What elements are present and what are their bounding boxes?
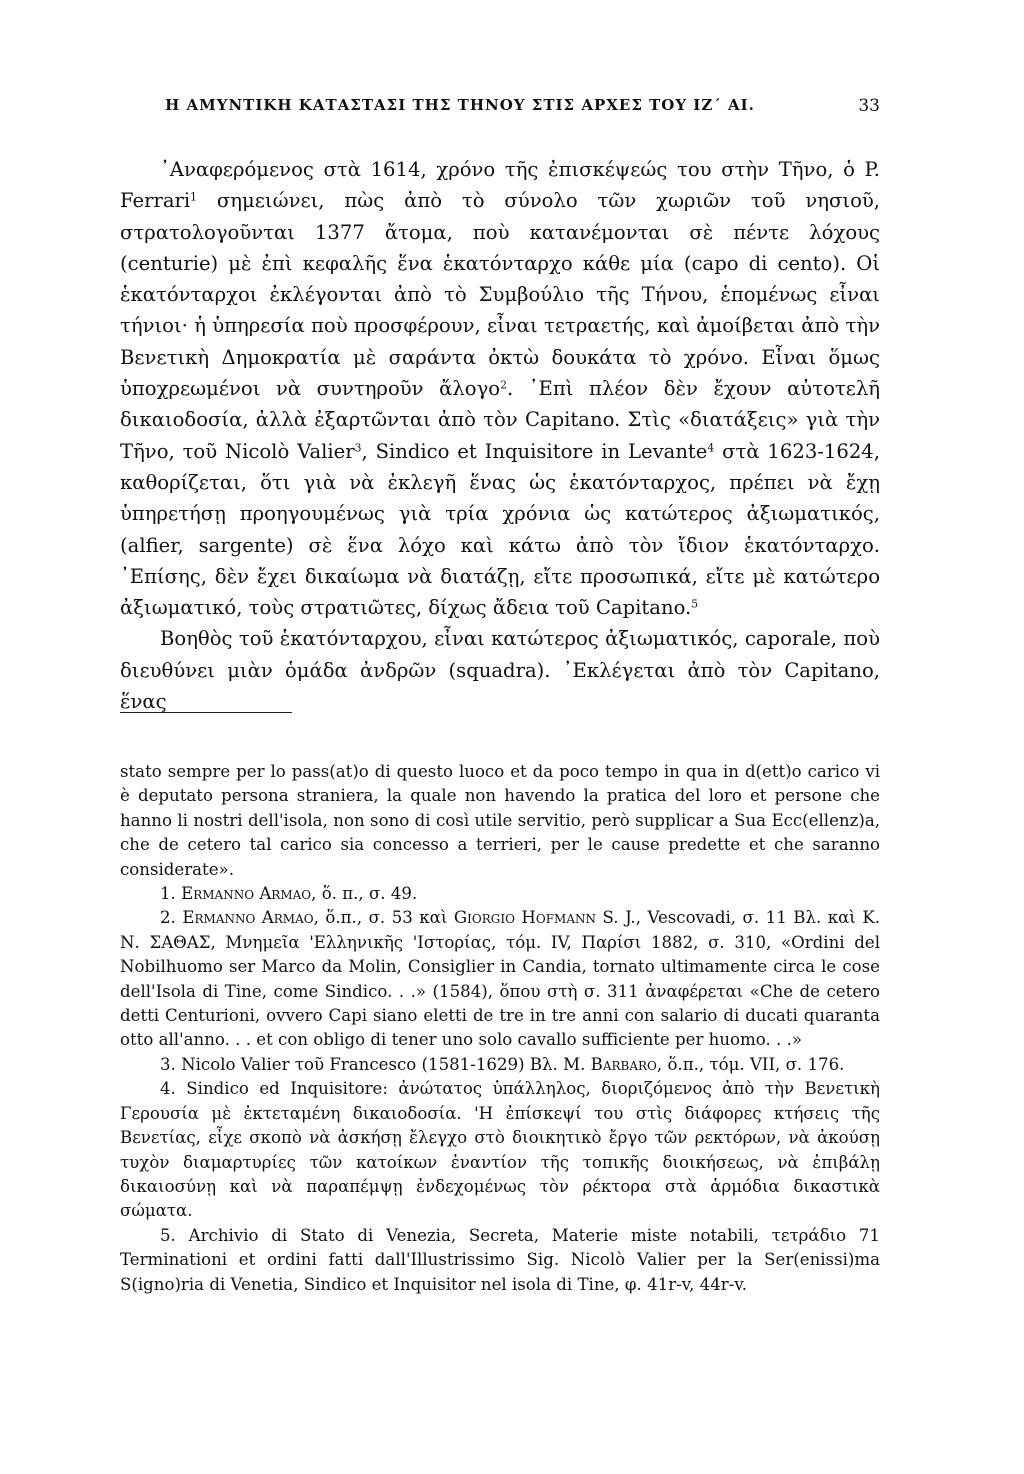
footnote-continuation: stato sempre per lo pass(at)o di questo luoco et da poco tempo in qua in d(ett)o carico vi è deputato persona straniera, la quale non havendo la pratica del loro et persone che hanno li nostri dell'isola, non sono di così utile servitio, però supplicar a Sua Ecc(ellenz)a, che de cetero tal carico sia concesso a terrieri, per le cause predette et che saranno considerate». bbox=[120, 762, 880, 879]
footnote-1 bbox=[120, 882, 880, 906]
footnote-5: 5. Archivio di Stato di Venezia, Secreta, Materie miste notabili, τετράδιο 71 Terminationi et ordini fatti dall'Illustrissimo Sig. Nicolò Valier per la Ser(enissi)ma S(igno)ria di Venetia, Sindico et Inquisitor nel isola di Tine, φ. 41r-v, 44r-v. bbox=[120, 1225, 880, 1294]
author-name: Barbaro bbox=[590, 1054, 657, 1074]
footnote-ref-4: 4 bbox=[707, 441, 715, 455]
footnote-4: 4. Sindico ed Inquisitore: ἀνώτατος ὑπάλληλος, διοριζόμενος ἀπὸ τὴν Βενετικὴ Γερουσία μὲ ἐκτεταμένη δικαιοδοσία. 'Η ἐπίσκεψί του στὶς διάφορες κτήσεις τῆς Βενετίας, εἶχε σκοπὸ νὰ ἀσκήσῃ ἔλεγχο στὸ διοικητικὸ ἔργο τῶν ρεκτόρων, νὰ ἀκούσῃ τυχὸν διαμαρτυρίες τῶν κατοίκων ἐναντίον τῆς τοπικῆς διοικήσεως, νὰ ἐπιβάλῃ δικαιοσύνῃ καὶ νὰ παραπέμψῃ ἐνδεχομένως τὸν ρέκτορα στὰ ἁρμόδια δικαστικὰ σώματα. bbox=[120, 1079, 880, 1221]
paragraph-1 bbox=[120, 154, 880, 623]
page-header bbox=[120, 96, 880, 120]
footnote-number: 3. bbox=[160, 1054, 182, 1074]
page-number: 33 bbox=[858, 96, 880, 116]
author-name: Ermanno Armao bbox=[182, 908, 314, 928]
text-run: . ᾿Επὶ πλέον δὲν ἔχουν αὐτοτελῆ δικαιοδοσία, ἀλλὰ ἐξαρτῶνται ἀπὸ τὸν Capitano. Στὶς «διατάξεις» γιὰ τὴν Τῆνο, τοῦ Nicolò Valier bbox=[120, 377, 881, 463]
footnote-3 bbox=[120, 1053, 880, 1077]
running-head: Η ΑΜΥΝΤΙΚΗ ΚΑΤΑΣΤΑΣΙ ΤΗΣ ΤΗΝΟΥ ΣΤΙΣ ΑΡΧΕΣ ΤΟΥ ΙΖ΄ ΑΙ. bbox=[165, 96, 755, 114]
footnote-ref-2: 2 bbox=[500, 378, 507, 392]
text-run: στὰ 1623-1624, καθορίζεται, ὅτι γιὰ νὰ ἐκλεγῆ ἕνας ὡς ἑκατόνταρχος, πρέπει νὰ ἔχῃ ὑπηρετήσῃ προηγουμένως γιὰ τρία χρόνια ὡς κατώτερος ἀξιωματικός, (alfier, sargente) σὲ ἕνα λόχο καὶ κάτω ἀπὸ τὸν ἴδιον ἑκατόνταρχο. ᾿Επίσης, δὲν ἔχει δικαίωμα νὰ διατάζῃ, εἴτε προσωπικά, εἴτε μὲ κατώτερο ἀξιωματικό, τοὺς στρατιῶτες, δίχως ἄδεια τοῦ Capitano. bbox=[120, 439, 880, 620]
text-run: , Sindico et Inquisitore in Levante bbox=[361, 439, 708, 463]
citation-text: , ὅ. π., σ. 49. bbox=[311, 884, 418, 904]
citation-text: , ὅ.π., τόμ. VII, σ. 176. bbox=[656, 1054, 845, 1074]
footnote-ref-1: 1 bbox=[190, 190, 198, 204]
author-name: Giorgio Hofmann bbox=[453, 908, 597, 928]
footnotes bbox=[120, 760, 880, 1297]
paragraph-2: Βοηθὸς τοῦ ἑκατόνταρχου, εἶναι κατώτερος ἀξιωματικός, caporale, ποὺ διευθύνει μιὰν ὁμάδα ἀνδρῶν (squadra). ᾿Εκλέγεται ἀπὸ τὸν Capitano, ἕνας bbox=[120, 627, 880, 714]
footnote-2 bbox=[120, 906, 880, 1052]
footnote-ref-3: 3 bbox=[354, 441, 362, 455]
main-text bbox=[120, 154, 880, 717]
citation-text: Nicolo Valier τοῦ Francesco (1581-1629) Βλ. Μ. bbox=[181, 1054, 591, 1074]
citation-text: S. J., Vescovadi, σ. 11 Βλ. καὶ Κ. Ν. ΣΑΘΑΣ, Μνημεῖα 'Ελληνικῆς 'Ιστορίας, τόμ. IV, Παρίσι 1882, σ. 310, «Ordini del Nobilhuomo ser Marco da Molin, Consiglier in Candia, tornato ultimamente circa le cose dell'Isola di Tine, come Sindico. . .» (1584), ὅπου στὴ σ. 311 ἀναφέρεται «Che de cetero detti Centurioni, ovvero Capi siano eletti de tre in tre anni con salario di ducati quaranta otto all'anno. . . et con obligo di tener uno solo cavallo sufficiente per huomo. . .» bbox=[120, 908, 880, 1050]
footnote-number: 2. bbox=[160, 908, 183, 928]
footnote-number: 1. bbox=[160, 884, 182, 904]
text-run: σημειώνει, πὼς ἀπὸ τὸ σύνολο τῶν χωριῶν τοῦ νησιοῦ, στρατολογοῦνται 1377 ἄτομα, ποὺ κατανέμονται σὲ πέντε λόχους (centurie) μὲ ἐπὶ κεφαλῆς ἕνα ἑκατόνταρχο κάθε μία (capo di cento). Οἱ ἑκατόνταρχοι ἐκλέγονται ἀπὸ τὸ Συμβούλιο τῆς Τήνου, ἑπομένως εἶναι τήνιοι· ἡ ὑπηρεσία ποὺ προσφέρουν, εἶναι τετραετής, καὶ ἀμοίβεται ἀπὸ τὴν Βενετικὴ Δημοκρατία μὲ σαράντα ὀκτὼ δουκάτα τὸ χρόνο. Εἶναι ὅμως ὑποχρεωμένοι νὰ συντηροῦν ἄλογο bbox=[120, 189, 880, 401]
footnote-divider bbox=[120, 712, 292, 713]
author-name: Ermanno Armao bbox=[181, 884, 312, 904]
citation-text: , ὅ.π., σ. 53 καὶ bbox=[313, 908, 454, 928]
text-run: ᾿Αναφερόμενος στὰ 1614, χρόνο τῆς ἐπισκέψεώς του στὴν Τῆνο, ὁ P. Ferrari bbox=[120, 158, 880, 213]
footnote-ref-5: 5 bbox=[691, 597, 699, 611]
